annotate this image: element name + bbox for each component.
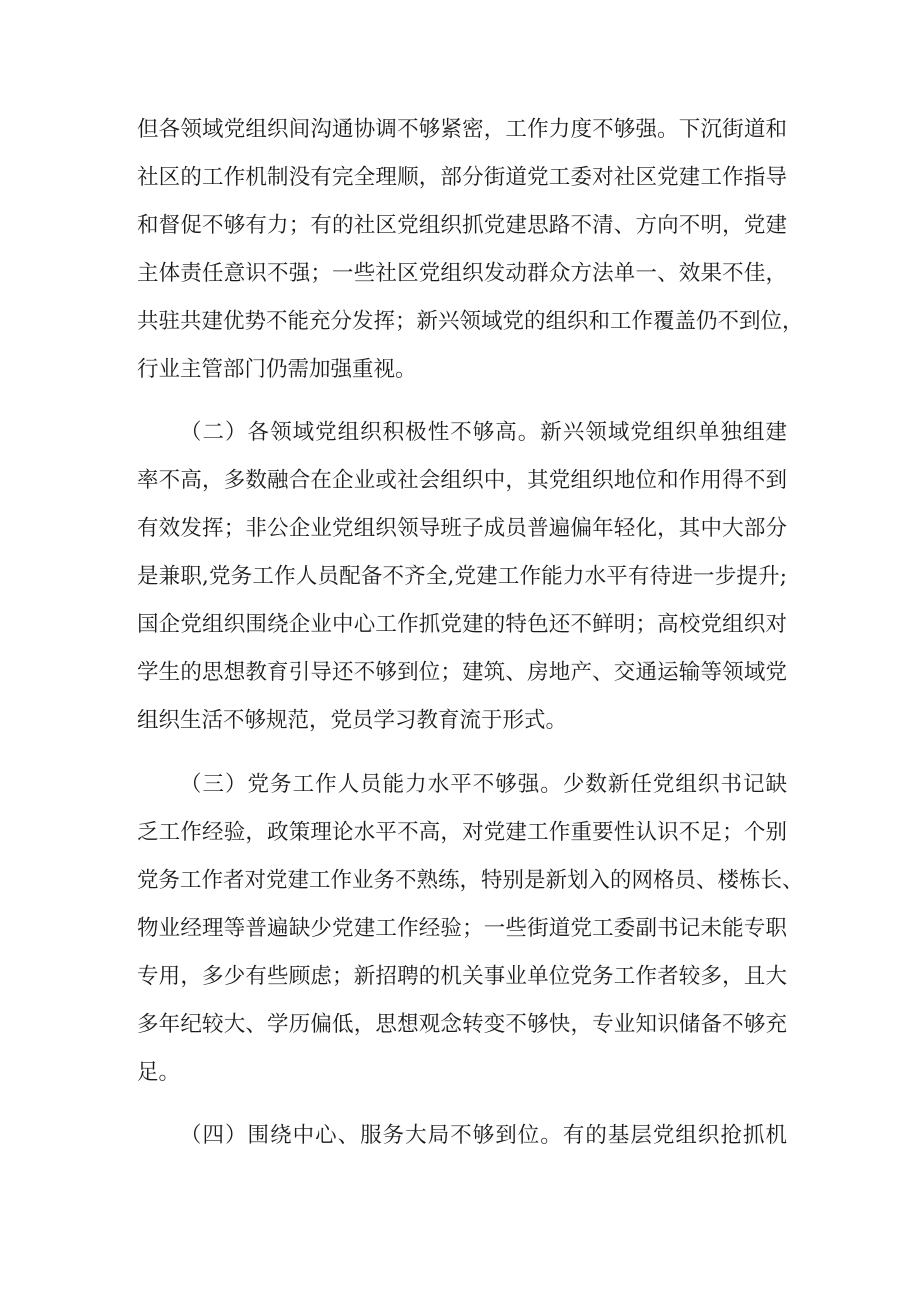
paragraph-3-line-6: 多年纪较大、学历偏低，思想观念转变不够快，专业知识储备不够充 bbox=[137, 1012, 787, 1037]
paragraph-3-line-5: 专用，多少有些顾虑；新招聘的机关事业单位党务工作者较多，且大 bbox=[137, 964, 787, 989]
paragraph-1-line-2: 社区的工作机制没有完全理顺，部分街道党工委对社区党建工作指导 bbox=[137, 165, 787, 190]
paragraph-2-line-4: 是兼职,党务工作人员配备不齐全,党建工作能力水平有待进一步提升; bbox=[137, 564, 787, 589]
paragraph-2-line-3: 有效发挥；非公企业党组织领导班子成员普遍偏年轻化，其中大部分 bbox=[137, 516, 787, 541]
paragraph-1-line-5: 共驻共建优势不能充分发挥；新兴领域党的组织和工作覆盖仍不到位， bbox=[137, 309, 804, 334]
paragraph-4-line-1: （四）围绕中心、服务大局不够到位。有的基层党组织抢抓机 bbox=[180, 1123, 787, 1148]
paragraph-3-line-7: 足。 bbox=[137, 1060, 181, 1085]
paragraph-3-line-2: 乏工作经验，政策理论水平不高，对党建工作重要性认识不足；个别 bbox=[137, 820, 787, 845]
paragraph-2-line-5: 国企党组织围绕企业中心工作抓党建的特色还不鲜明；高校党组织对 bbox=[137, 612, 787, 637]
paragraph-3-line-4: 物业经理等普遍缺少党建工作经验；一些街道党工委副书记未能专职 bbox=[137, 916, 787, 941]
paragraph-3-line-1: （三）党务工作人员能力水平不够强。少数新任党组织书记缺 bbox=[180, 772, 787, 797]
paragraph-2-line-7: 组织生活不够规范，党员学习教育流于形式。 bbox=[137, 708, 568, 733]
paragraph-1-line-4: 主体责任意识不强；一些社区党组织发动群众方法单一、效果不佳， bbox=[137, 261, 787, 286]
paragraph-1-line-6: 行业主管部门仍需加强重视。 bbox=[137, 357, 417, 382]
paragraph-2-line-6: 学生的思想教育引导还不够到位；建筑、房地产、交通运输等领域党 bbox=[137, 660, 787, 685]
paragraph-2-line-2: 率不高，多数融合在企业或社会组织中，其党组织地位和作用得不到 bbox=[137, 468, 787, 493]
paragraph-2-line-1: （二）各领域党组织积极性不够高。新兴领域党组织单独组建 bbox=[180, 420, 787, 445]
paragraph-1-line-1: 但各领域党组织间沟通协调不够紧密，工作力度不够强。下沉街道和 bbox=[137, 117, 787, 142]
paragraph-1-line-3: 和督促不够有力；有的社区党组织抓党建思路不清、方向不明，党建 bbox=[137, 213, 787, 238]
paragraph-3-line-3: 党务工作者对党建工作业务不熟练，特别是新划入的网格员、楼栋长、 bbox=[137, 868, 804, 893]
